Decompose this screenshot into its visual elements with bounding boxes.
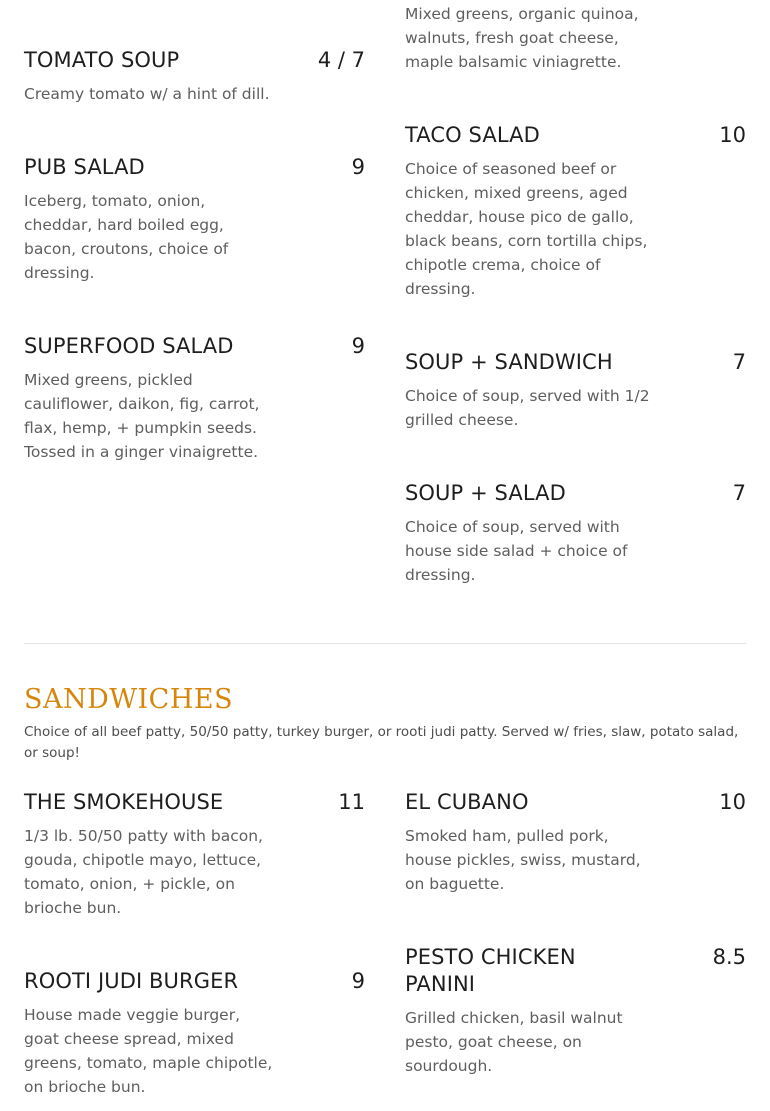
- item-name: SOUP + SALAD: [405, 481, 566, 505]
- item-description: 1/3 lb. 50/50 patty with bacon, gouda, chipotle mayo, lettuce, tomato, onion, + pickle, on brioche bun.: [24, 827, 263, 917]
- item-description: Grilled chicken, basil walnut pesto, goat cheese, on sourdough.: [405, 1009, 623, 1075]
- section-divider: [24, 643, 746, 644]
- item-description: Creamy tomato w/ a hint of dill.: [24, 85, 270, 103]
- item-price: 8.5: [712, 945, 746, 969]
- item-name: EL CUBANO: [405, 790, 529, 814]
- item-name: SUPERFOOD SALAD: [24, 334, 234, 358]
- item-description: Mixed greens, pickled cauliflower, daikon, fig, carrot, flax, hemp, + pumpkin seeds. Tossed in a ginger vinaigrette.: [24, 371, 260, 461]
- item-description: Choice of seasoned beef or chicken, mixed greens, aged cheddar, house pico de gallo, black beans, corn tortilla chips, chipotle crema, choice of dressing.: [405, 160, 648, 298]
- section-title-sandwiches: SANDWICHES: [24, 684, 234, 715]
- item-name: THE SMOKEHOUSE: [24, 790, 224, 814]
- item-price: 9: [351, 334, 365, 358]
- item-price: 11: [338, 790, 365, 814]
- item-price: 7: [732, 350, 746, 374]
- item-description: Choice of soup, served with house side salad + choice of dressing.: [405, 518, 628, 584]
- item-price: 4 / 7: [317, 48, 365, 72]
- item-description: Iceberg, tomato, onion, cheddar, hard boiled egg, bacon, croutons, choice of dressing.: [24, 192, 229, 282]
- item-price: 9: [351, 969, 365, 993]
- item-name: TACO SALAD: [405, 123, 540, 147]
- item-name: PUB SALAD: [24, 155, 145, 179]
- item-price: 7: [732, 481, 746, 505]
- item-price: 10: [719, 123, 746, 147]
- item-description: House made veggie burger, goat cheese spread, mixed greens, tomato, maple chipotle, on brioche bun.: [24, 1006, 273, 1096]
- item-name: ROOTI JUDI BURGER: [24, 969, 239, 993]
- item-description: Choice of soup, served with 1/2 grilled cheese.: [405, 387, 650, 429]
- item-description: Smoked ham, pulled pork, house pickles, swiss, mustard, on baguette.: [405, 827, 641, 893]
- item-price: 9: [351, 155, 365, 179]
- section-subtitle: Choice of all beef patty, 50/50 patty, turkey burger, or rooti judi patty. Served w/ fries, slaw, potato salad, or soup!: [24, 724, 739, 761]
- menu-item-quinoa-salad-desc: Mixed greens, organic quinoa, walnuts, fresh goat cheese, maple balsamic viniagrette.: [405, 5, 639, 71]
- item-name: PESTO CHICKEN PANINI: [405, 945, 576, 996]
- item-name: SOUP + SANDWICH: [405, 350, 613, 374]
- item-price: 10: [719, 790, 746, 814]
- item-name: TOMATO SOUP: [24, 48, 180, 72]
